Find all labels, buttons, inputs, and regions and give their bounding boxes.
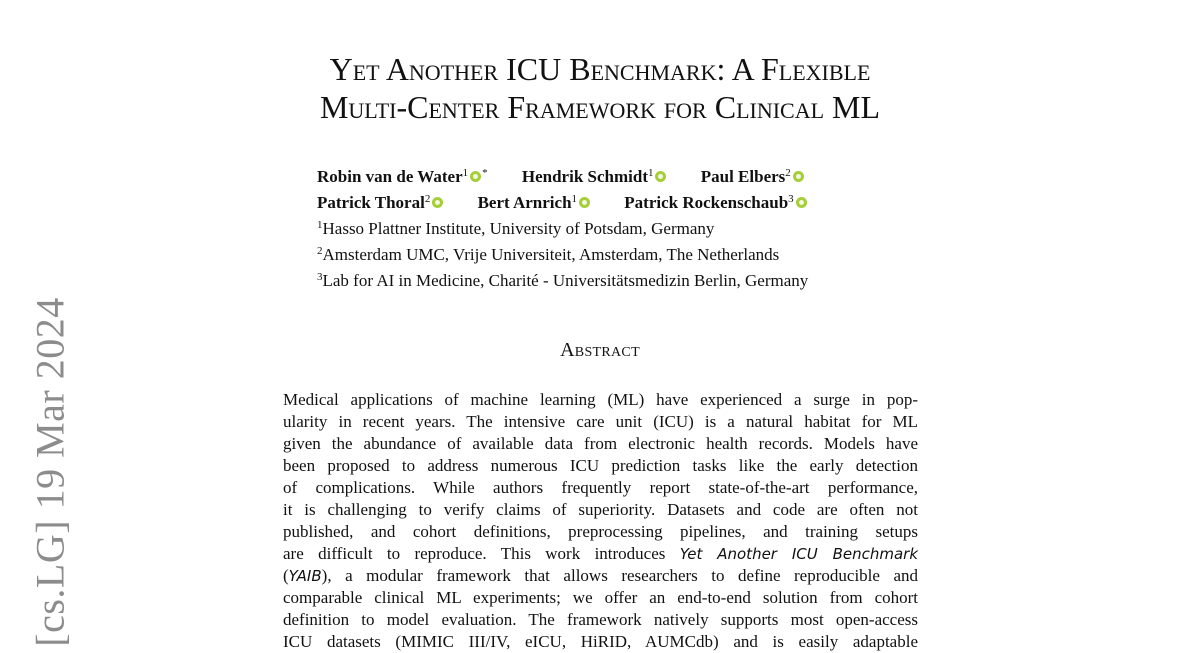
author-affil-sup: 1 xyxy=(571,193,578,205)
author xyxy=(522,162,667,188)
author xyxy=(478,188,590,214)
author-affil-sup: 3 xyxy=(788,193,794,205)
abstract-line: ICU datasets (MIMIC III/IV, eICU, HiRID, AUMCdb) and is easily adaptable xyxy=(283,632,918,651)
affiliation-sup: 3 xyxy=(317,271,323,283)
abstract-line: been proposed to address numerous ICU prediction tasks like the early detection xyxy=(283,456,918,475)
abstract-line: comparable clinical ML experiments; we offer an end-to-end solution from cohort xyxy=(283,588,918,607)
author-name: Hendrik Schmidt xyxy=(521,167,648,186)
paper-title xyxy=(0,50,1200,126)
orcid-icon[interactable] xyxy=(579,197,590,208)
abstract-line: ularity in recent years. The intensive care unit (ICU) is a natural habitat for ML xyxy=(283,412,918,431)
author-name: Robin van de Water xyxy=(317,167,463,186)
abstract-line-9 xyxy=(283,565,918,587)
benchmark-name-italic: Yet Another ICU Benchmark xyxy=(679,545,919,563)
title-line-2: Multi-Center Framework for Clinical ML xyxy=(319,89,881,125)
orcid-icon[interactable] xyxy=(432,197,443,208)
orcid-icon[interactable] xyxy=(796,197,807,208)
affiliation-sup: 1 xyxy=(317,219,323,231)
abstract-text: ), a modular framework that allows researchers to define reproducible and xyxy=(321,566,918,585)
author xyxy=(317,188,443,214)
arxiv-stamp: [cs.LG] 19 Mar 2024 xyxy=(27,297,73,647)
affiliation-text: Hasso Plattner Institute, University of Potsdam, Germany xyxy=(322,219,715,238)
abstract-line: Medical applications of machine learning (ML) have experienced a surge in pop- xyxy=(283,390,918,409)
author-block xyxy=(317,162,808,292)
affiliation xyxy=(317,266,808,292)
corresponding-star: * xyxy=(482,167,488,179)
affiliation-text: Lab for AI in Medicine, Charité - Universitätsmedizin Berlin, Germany xyxy=(322,271,809,290)
affiliation xyxy=(317,240,808,266)
author-affil-sup: 1 xyxy=(462,167,469,179)
title-line-1: Yet Another ICU Benchmark: A Flexible xyxy=(329,51,871,87)
abstract-line: published, and cohort definitions, preprocessing pipelines, and training setups xyxy=(283,522,918,541)
orcid-icon[interactable] xyxy=(793,171,804,182)
author-name: Paul Elbers xyxy=(700,167,786,186)
abstract-heading: Abstract xyxy=(560,339,640,361)
orcid-icon[interactable] xyxy=(655,171,666,182)
author-affil-sup: 2 xyxy=(424,193,431,205)
abstract-text: are difficult to reproduce. This work introduces xyxy=(283,544,666,563)
abstract-line-8 xyxy=(283,543,918,565)
author-affil-sup: 2 xyxy=(785,167,791,179)
abstract-line: definition to model evaluation. The framework natively supports most open-access xyxy=(283,610,918,629)
author-affil-sup: 1 xyxy=(647,167,654,179)
author xyxy=(624,188,806,214)
affiliation-sup: 2 xyxy=(317,245,323,257)
author-row-2 xyxy=(317,188,808,214)
orcid-icon[interactable] xyxy=(470,171,481,182)
abstract-line: given the abundance of available data from electronic health records. Models have xyxy=(283,434,918,453)
affiliation xyxy=(317,214,808,240)
author xyxy=(701,162,804,188)
yaib-italic: YAIB xyxy=(288,567,322,585)
paren-open: ( xyxy=(283,566,289,585)
abstract-line: it is challenging to verify claims of superiority. Datasets and code are often not xyxy=(283,500,918,519)
author-name: Patrick Rockenschaub xyxy=(624,193,789,212)
abstract-body xyxy=(283,389,918,653)
author xyxy=(317,162,488,188)
affiliation-text: Amsterdam UMC, Vrije Universiteit, Amsterdam, The Netherlands xyxy=(322,245,780,264)
abstract-line: of complications. While authors frequently report state-of-the-art performance, xyxy=(283,478,918,497)
author-name: Bert Arnrich xyxy=(477,193,572,212)
author-name: Patrick Thoral xyxy=(317,193,425,212)
author-row-1 xyxy=(317,162,808,188)
